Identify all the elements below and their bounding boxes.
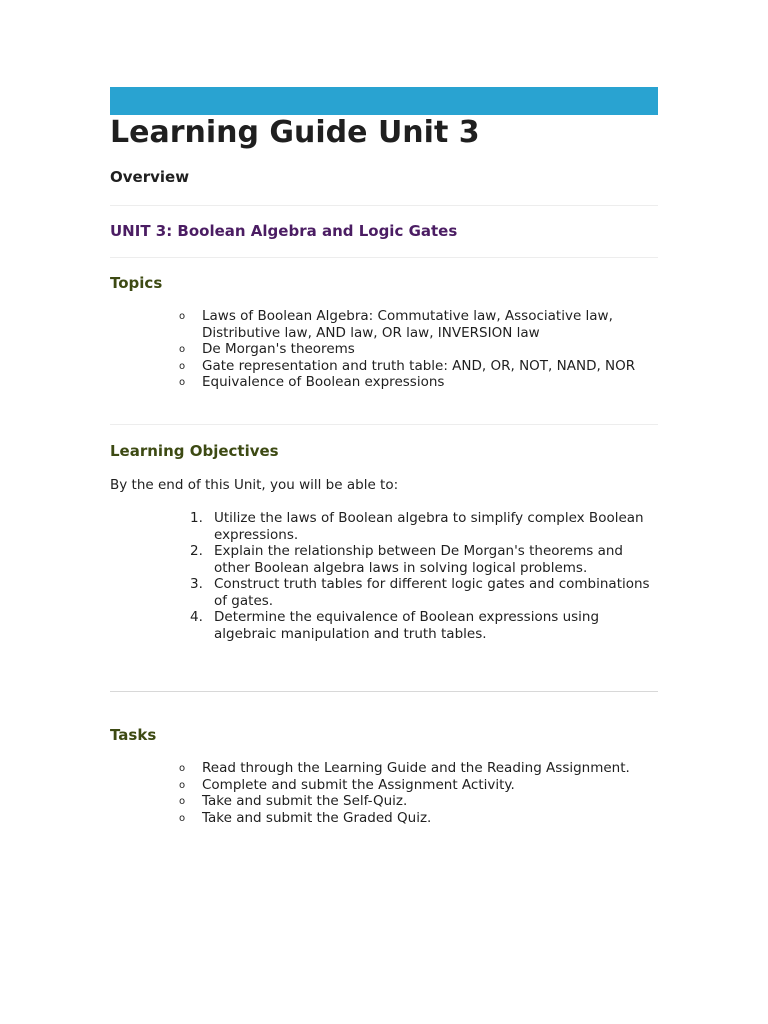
item-number: 3. (190, 576, 203, 592)
topic-text: Gate representation and truth table: AND, OR, NOT, NAND, NOR (202, 357, 636, 374)
topics-list (110, 308, 658, 391)
bullet-icon: o (179, 763, 186, 774)
list-item (179, 793, 658, 810)
header-accent-bar (110, 87, 658, 115)
bullet-icon: o (179, 812, 186, 824)
divider (110, 205, 658, 206)
topic-text: Laws of Boolean Algebra: Commutative law, Associative law, Distributive law, AND law, OR law, INVERSION law (202, 308, 613, 341)
list-item (179, 341, 658, 358)
bullet-icon: o (179, 311, 186, 322)
objective-text: Determine the equivalence of Boolean expressions using algebraic manipulation and truth tables. (214, 609, 600, 642)
bullet-icon: o (179, 377, 186, 388)
list-item (179, 357, 658, 375)
unit-heading: UNIT 3: Boolean Algebra and Logic Gates (110, 222, 458, 240)
objective-text: Explain the relationship between De Morgan's theorems and other Boolean algebra laws in solving logical problems. (214, 543, 623, 576)
topic-text: Equivalence of Boolean expressions (202, 374, 445, 390)
objectives-heading: Learning Objectives (110, 441, 279, 460)
list-item (179, 776, 658, 794)
item-number: 1. (190, 510, 203, 526)
tasks-heading: Tasks (110, 726, 157, 744)
task-text: Read through the Learning Guide and the Reading Assignment. (202, 760, 630, 776)
objective-text: Construct truth tables for different logic gates and combinations of gates. (214, 576, 650, 609)
item-number: 2. (190, 543, 203, 559)
task-text: Take and submit the Self-Quiz. (202, 793, 408, 809)
list-item (179, 809, 658, 827)
bullet-icon: o (179, 779, 186, 791)
objective-text: Utilize the laws of Boolean algebra to simplify complex Boolean expressions. (214, 510, 644, 543)
list-item (179, 374, 658, 391)
objectives-intro: By the end of this Unit, you will be able to: (110, 476, 399, 493)
document-page (110, 87, 658, 826)
bullet-icon: o (179, 360, 186, 372)
item-number: 4. (190, 609, 203, 625)
divider (110, 257, 658, 258)
list-item (190, 543, 658, 576)
list-item (190, 609, 658, 642)
tasks-list (110, 760, 658, 826)
list-item (179, 760, 658, 777)
list-item (190, 576, 658, 609)
divider (110, 691, 658, 692)
bullet-icon: o (179, 344, 186, 355)
task-text: Take and submit the Graded Quiz. (202, 809, 432, 826)
page-title: Learning Guide Unit 3 (110, 115, 480, 150)
task-text: Complete and submit the Assignment Activity. (202, 776, 515, 793)
topics-heading: Topics (110, 274, 163, 292)
list-item (179, 308, 658, 341)
topic-text: De Morgan's theorems (202, 341, 355, 357)
bullet-icon: o (179, 796, 186, 807)
divider (110, 424, 658, 425)
overview-heading: Overview (110, 168, 190, 186)
list-item (190, 510, 658, 543)
objectives-list (110, 510, 658, 642)
